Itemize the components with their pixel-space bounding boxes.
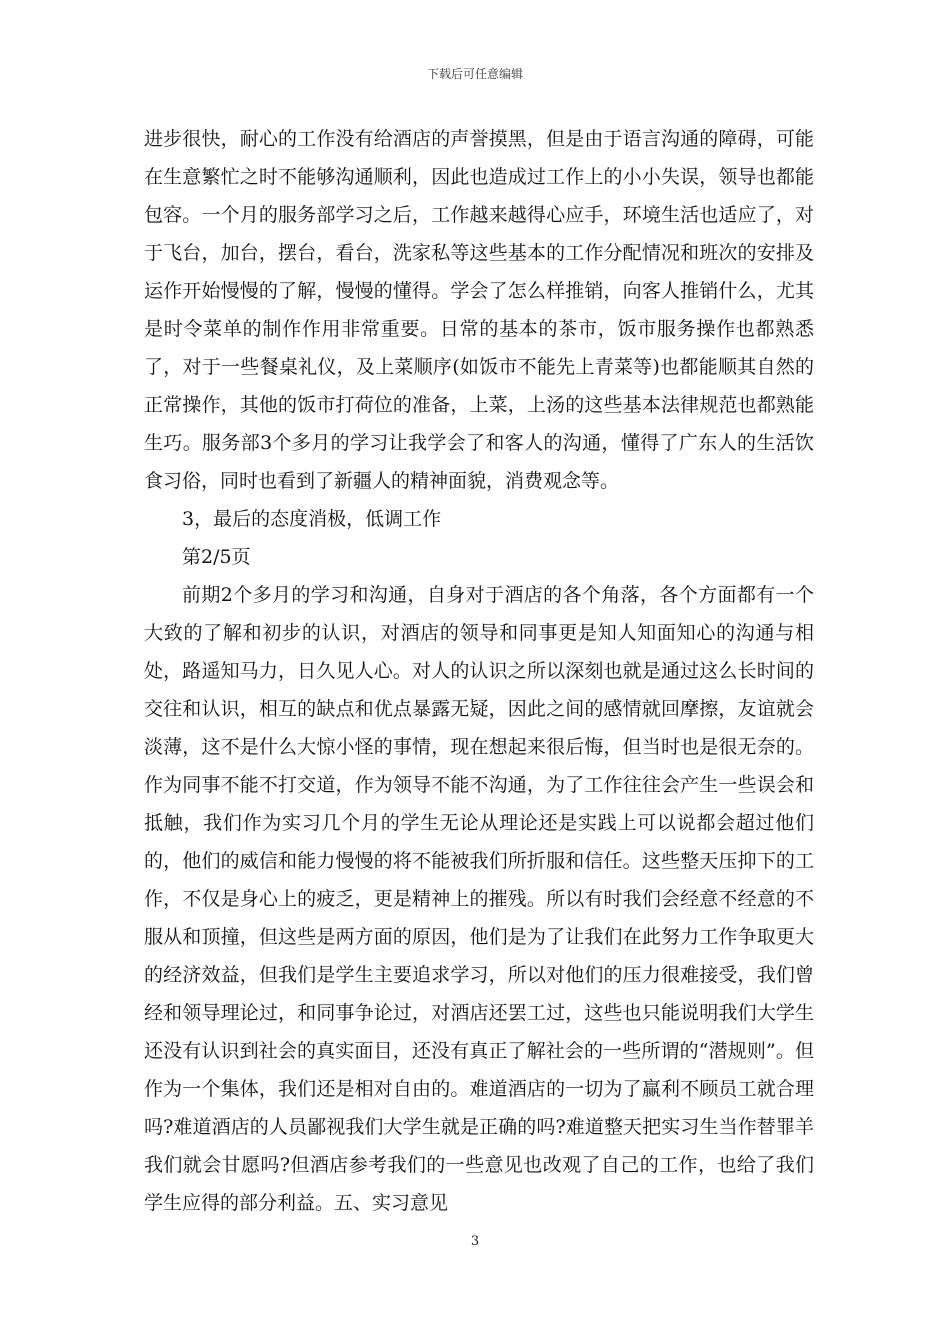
page-number: 3: [470, 1234, 480, 1249]
section-heading: 3，最后的态度消极，低调工作: [182, 508, 442, 530]
page-marker: 第2/5页: [182, 546, 251, 568]
document-body: [144, 120, 814, 1222]
page-footer: [0, 1232, 950, 1252]
paragraph-body: 前期2个多月的学习和沟通，自身对于酒店的各个角落，各个方面都有一个大致的了解和初步的认识，对酒店的领导和同事更是知人知面知心的沟通与相处，路遥知马力，日久见人心。对人的认识之所以深刻也就是通过这么长时间的交往和认识，相互的缺点和优点暴露无疑，因此之间的感情就回摩擦，友谊就会淡薄，这不是什么大惊小怪的事情，现在想起来很后悔，但当时也是很无奈的。作为同事不能不打交道，作为领导不能不沟通，为了工作往往会产生一些误会和抵触，我们作为实习几个月的学生无论从理论还是实践上可以说都会超过他们的，他们的威信和能力慢慢的将不能被我们所折服和信任。这些整天压抑下的工作，不仅是身心上的疲乏，更是精神上的摧残。所以有时我们会经意不经意的不服从和顶撞，但这些是两方面的原因，他们是为了让我们在此努力工作争取更大的经济效益，但我们是学生主要追求学习，所以对他们的压力很难接受，我们曾经和领导理论过，和同事争论过，对酒店还罢工过，这些也只能说明我们大学生还没有认识到社会的真实面目，还没有真正了解社会的一些所谓的“潜规则”。但作为一个集体，我们还是相对自由的。难道酒店的一切为了赢利不顾员工就合理吗?难道酒店的人员鄙视我们大学生就是正确的吗?难道整天把实习生当作替罪羊我们就会甘愿吗?但酒店参考我们的一些意见也改观了自己的工作，也给了我们学生应得的部分利益。五、实习意见: [144, 584, 814, 1214]
page-header: [0, 64, 950, 84]
header-note: 下载后可任意编辑: [426, 67, 523, 81]
paragraph-continued: 进步很快，耐心的工作没有给酒店的声誉摸黑，但是由于语言沟通的障碍，可能在生意繁忙之时不能够沟通顺利，因此也造成过工作上的小小失误，领导也都能包容。一个月的服务部学习之后，工作越来越得心应手，环境生活也适应了，对于飞台，加台，摆台，看台，洗家私等这些基本的工作分配情况和班次的安排及运作开始慢慢的了解，慢慢的懂得。学会了怎么样推销，向客人推销什么，尤其是时令菜单的制作作用非常重要。日常的基本的茶市，饭市服务操作也都熟悉了，对于一些餐桌礼仪，及上菜顺序(如饭市不能先上青菜等)也都能顺其自然的正常操作，其他的饭市打荷位的准备，上菜，上汤的这些基本法律规范也都熟能生巧。服务部3个多月的学习让我学会了和客人的沟通，懂得了广东人的生活饮食习俗，同时也看到了新疆人的精神面貌，消费观念等。: [144, 128, 814, 492]
